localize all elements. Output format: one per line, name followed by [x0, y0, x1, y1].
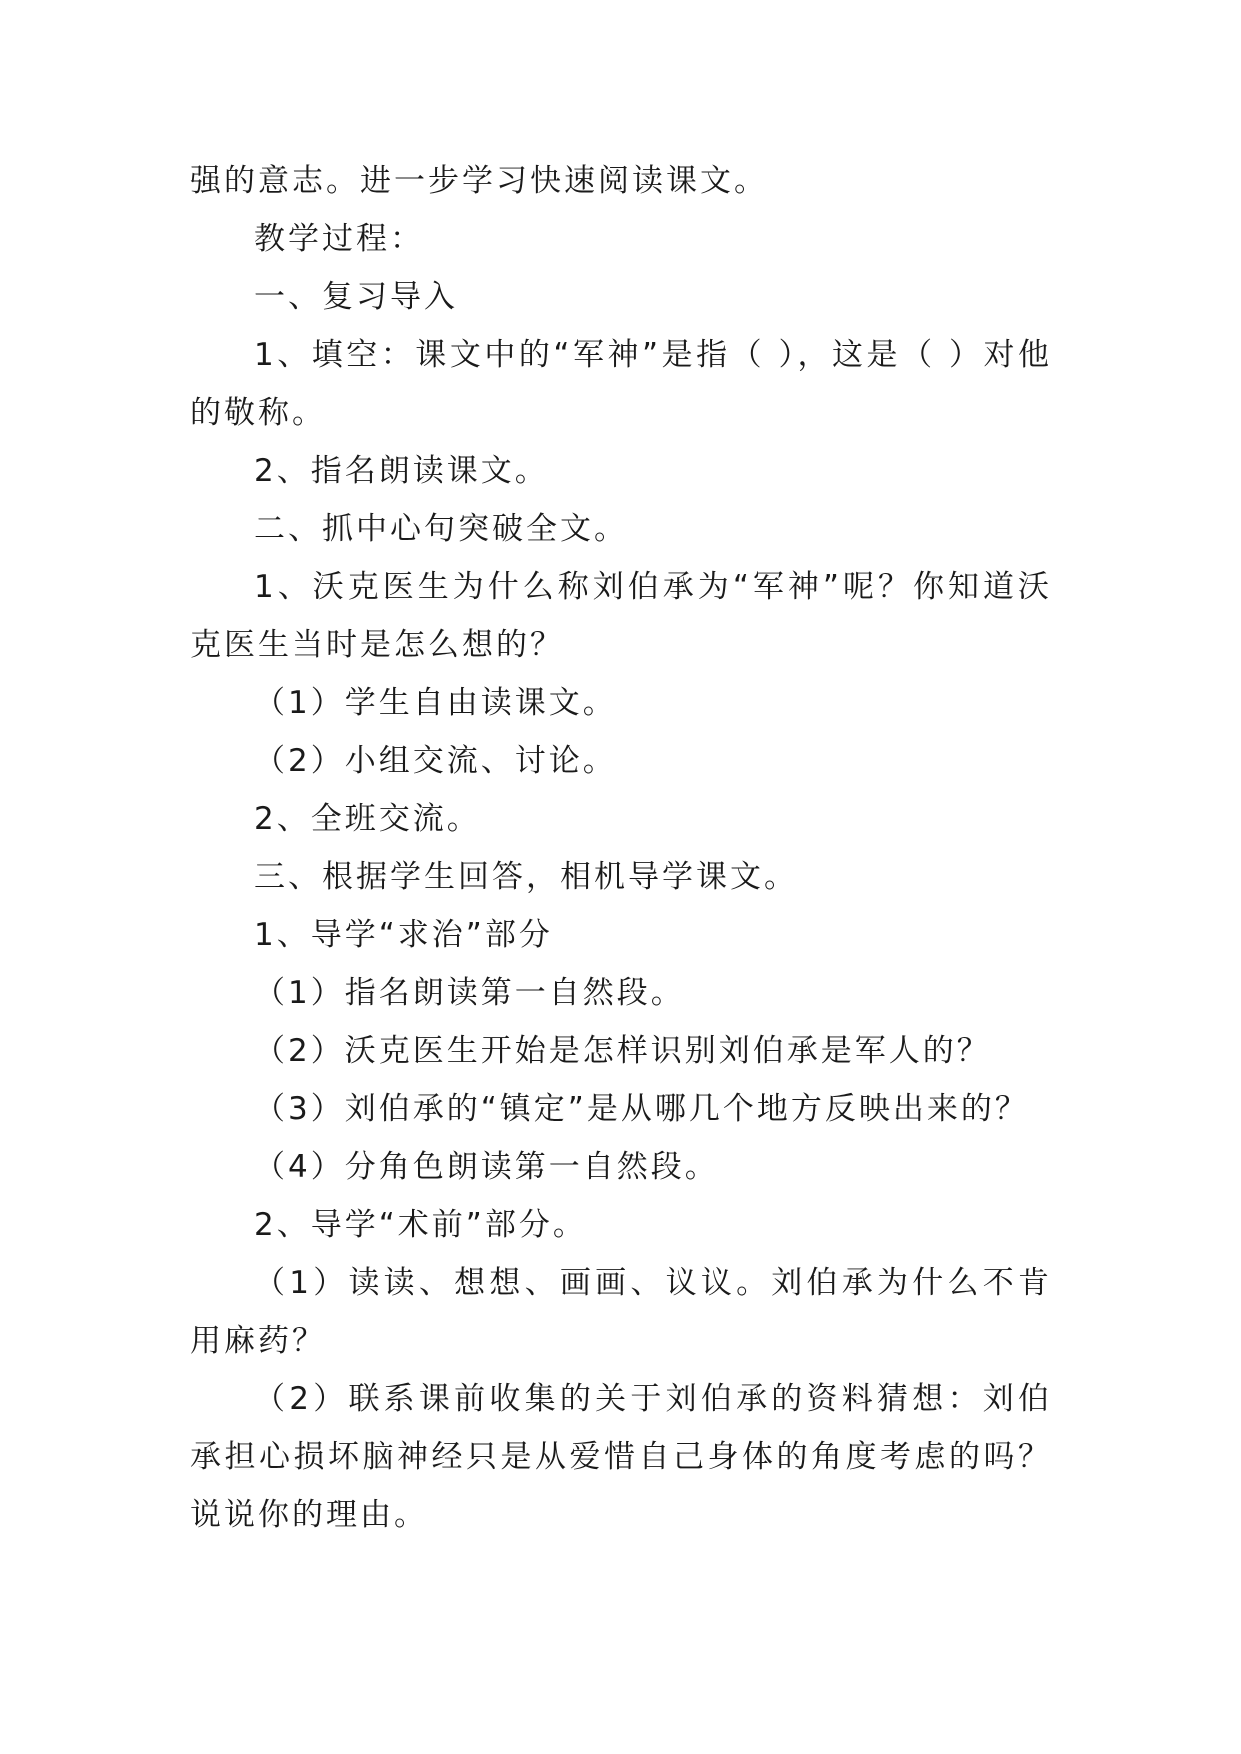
paragraph-continuation: 强的意志。进一步学习快速阅读课文。 [190, 163, 768, 199]
section-heading-central-sentence: 二、抓中心句突破全文。 [254, 511, 628, 547]
list-item: 2、导学“术前”部分。 [254, 1207, 587, 1243]
sub-list-item: （2）沃克医生开始是怎样识别刘伯承是军人的？ [254, 1033, 991, 1069]
sub-list-item: （3）刘伯承的“镇定”是从哪几个地方反映出来的？ [254, 1091, 1029, 1127]
sub-list-item: （1）读读、想想、画画、议议。刘伯承为什么不肯用麻药？ [190, 1265, 1052, 1359]
sub-list-item: （1）学生自由读课文。 [254, 685, 617, 721]
sub-list-item: （1）指名朗读第一自然段。 [254, 975, 685, 1011]
section-heading-guided-study: 三、根据学生回答，相机导学课文。 [254, 859, 798, 895]
sub-list-item: （4）分角色朗读第一自然段。 [254, 1149, 719, 1185]
document-body [190, 152, 1052, 1544]
list-item: 1、沃克医生为什么称刘伯承为“军神”呢？你知道沃克医生当时是怎么想的？ [190, 569, 1052, 663]
list-item: 1、导学“求治”部分 [254, 917, 553, 953]
list-item: 2、全班交流。 [254, 801, 481, 837]
section-heading-review: 一、复习导入 [254, 279, 458, 315]
sub-list-item: （2）联系课前收集的关于刘伯承的资料猜想：刘伯承担心损坏脑神经只是从爱惜自己身体的角度考虑的吗？说说你的理由。 [190, 1381, 1052, 1533]
sub-list-item: （2）小组交流、讨论。 [254, 743, 617, 779]
teaching-process-heading: 教学过程： [254, 221, 424, 257]
list-item: 1、填空：课文中的“军神”是指（ ），这是（ ）对他的敬称。 [190, 337, 1052, 431]
list-item: 2、指名朗读课文。 [254, 453, 549, 489]
